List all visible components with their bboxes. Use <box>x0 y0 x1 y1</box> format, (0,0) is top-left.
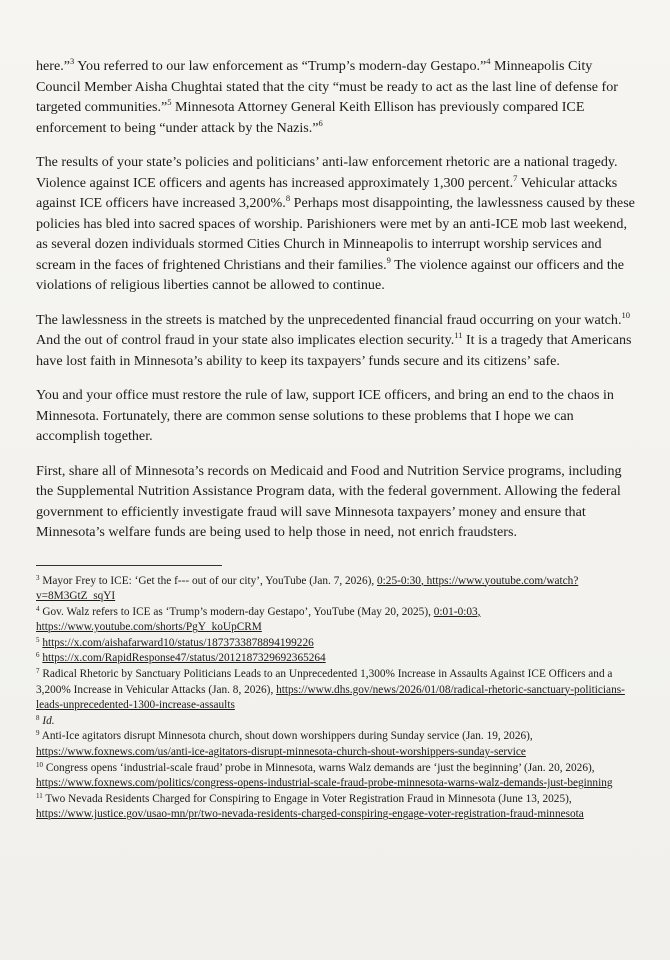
paragraph-5: First, share all of Minnesota’s records on Medicaid and Food and Nutrition Service programs, including the Supplemental Nutrition Assistance Program data, with the federal government. Allowing the federal government to efficiently investigate fraud will save Minnesota taxpayers’ money and ensure that Minnesota’s welfare funds are being used to help those in need, not enrich fraudsters. <box>36 462 622 540</box>
footnote-number: 8 <box>36 713 40 722</box>
p3-text: The lawlessness in the streets is matched by the unprecedented financial fraud occurring on your watch. <box>36 311 622 328</box>
footnote-text: Two Nevada Residents Charged for Conspiring to Engage in Voter Registration Fraud in Minnesota (June 13, 2025), <box>42 792 572 805</box>
p2-text: Perhaps most disappointing, the lawlessness caused by these policies has bled into sacred spaces of worship. Parishioners were met by an anti-ICE mob last weekend, as several dozen individuals stormed Cities Church in Minneapolis to interrupt worship services and scream in the faces of frightened Christians and their families. <box>36 195 635 273</box>
paragraph-1 <box>36 56 638 138</box>
footnote-ref[interactable]: 11 <box>454 330 463 340</box>
footnote-ref[interactable]: 10 <box>621 309 630 320</box>
footnotes <box>36 574 638 824</box>
p2-text: The violence against our officers and the violations of religious liberties cannot be allowed to continue. <box>36 256 625 293</box>
footnote-number: 7 <box>36 667 40 676</box>
footnote-divider <box>36 565 222 566</box>
footnote-text: Anti-Ice agitators disrupt Minnesota church, shout down worshippers during Sunday service (Jan. 19, 2026), <box>39 730 533 743</box>
p1-text: here.” <box>36 58 71 74</box>
footnote-number: 6 <box>36 651 40 660</box>
footnote-text: Congress opens ‘industrial-scale fraud’ probe in Minnesota, warns Walz demands are ‘just the beginning’ (Jan. 20, 2026), <box>43 761 595 774</box>
p3-text: And the out of control fraud in your state also implicates election security. <box>36 332 455 348</box>
footnote-link[interactable]: https://www.dhs.gov/news/2026/01/08/radical-rhetoric-sanctuary-politicians-leads-unprecedented-1300-increase-assaults <box>36 683 625 712</box>
footnote-text: Gov. Walz refers to ICE as ‘Trump’s modern-day Gestapo’, YouTube (May 20, 2025), <box>39 605 434 618</box>
footnote-text: Radical Rhetoric by Sanctuary Politicians Leads to an Unprecedented 1,300% Increase in Assaults Against ICE Officers and a 3,200% Increase in Vehicular Attacks (Jan. 8, 2026), <box>36 668 613 696</box>
footnote-ref[interactable]: 4 <box>486 56 491 66</box>
footnote-ref[interactable]: 3 <box>70 56 75 66</box>
paragraph-4: You and your office must restore the rule of law, support ICE officers, and bring an end to the chaos in Minnesota. Fortunately, there are common sense solutions to these problems that I hope we can accomplish together. <box>36 387 614 444</box>
footnote-link[interactable]: https://www.foxnews.com/us/anti-ice-agitators-disrupt-minnesota-church-shout-worshippers-sunday-service <box>36 746 526 759</box>
footnote-ref[interactable]: 7 <box>513 172 518 183</box>
footnote-10 <box>36 761 638 792</box>
footnote-7 <box>36 667 638 714</box>
footnote-number: 5 <box>36 635 40 644</box>
footnote-link[interactable]: 0:25-0:30, https://www.youtube.com/watch?v=8M3GtZ_sqYI <box>36 574 579 603</box>
footnote-number: 10 <box>36 760 43 769</box>
p1-text: You referred to our law enforcement as “Trump’s modern-day Gestapo.” <box>74 58 487 74</box>
footnote-link[interactable]: https://x.com/RapidResponse47/status/2012187329692365264 <box>42 652 326 665</box>
footnote-11 <box>36 792 638 823</box>
footnote-number: 4 <box>36 604 40 613</box>
paragraph-3 <box>36 310 638 372</box>
footnote-4 <box>36 605 638 636</box>
footnote-number: 11 <box>36 791 43 800</box>
footnote-ref[interactable]: 8 <box>285 193 291 203</box>
p2-text: The results of your state’s policies and politicians’ anti-law enforcement rhetoric are a national tragedy. Violence against ICE officers and agents has increased approximately 1,300 percent. <box>36 154 618 191</box>
p3-text: It is a tragedy that Americans have lost faith in Minnesota’s ability to keep its taxpayers’ funds secure and its citizens’ safe. <box>36 332 632 369</box>
footnote-6 <box>36 651 638 667</box>
footnote-number: 9 <box>36 729 40 738</box>
footnote-number: 3 <box>36 573 40 582</box>
p1-text: Minnesota Attorney General Keith Ellison has previously compared ICE enforcement to being “under attack by the Nazis.” <box>36 99 585 136</box>
p1-text: Minneapolis City Council Member Aisha Chughtai stated that the city “must be ready to act as the last line of defense for targeted communities.” <box>36 58 618 115</box>
footnote-8 <box>36 714 638 730</box>
footnote-5 <box>36 636 638 652</box>
footnote-ref[interactable]: 9 <box>386 254 391 265</box>
footnote-ref[interactable]: 5 <box>167 97 172 107</box>
footnote-3 <box>36 574 638 605</box>
paragraph-2 <box>36 152 638 296</box>
footnote-link[interactable]: https://x.com/aishafarward10/status/1873733878894199226 <box>42 636 314 649</box>
footnote-link[interactable]: https://www.justice.gov/usao-mn/pr/two-nevada-residents-charged-conspiring-engage-voter-registration-fraud-minnesota <box>36 808 584 821</box>
footnote-ref[interactable]: 6 <box>318 117 323 128</box>
footnote-link[interactable]: 0:01-0:03, https://www.youtube.com/shorts/PgY_koUpCRM <box>36 605 481 634</box>
p2-text: Vehicular attacks against ICE officers have increased 3,200%. <box>36 174 618 211</box>
footnote-text: Mayor Frey to ICE: ‘Get the f--- out of our city’, YouTube (Jan. 7, 2026), <box>39 574 378 587</box>
footnote-9 <box>36 729 638 760</box>
footnote-ibid: Id. <box>42 714 55 727</box>
footnote-link[interactable]: https://www.foxnews.com/politics/congress-opens-industrial-scale-fraud-probe-minnesota-warns-walz-demands-just-beginning <box>36 777 613 790</box>
